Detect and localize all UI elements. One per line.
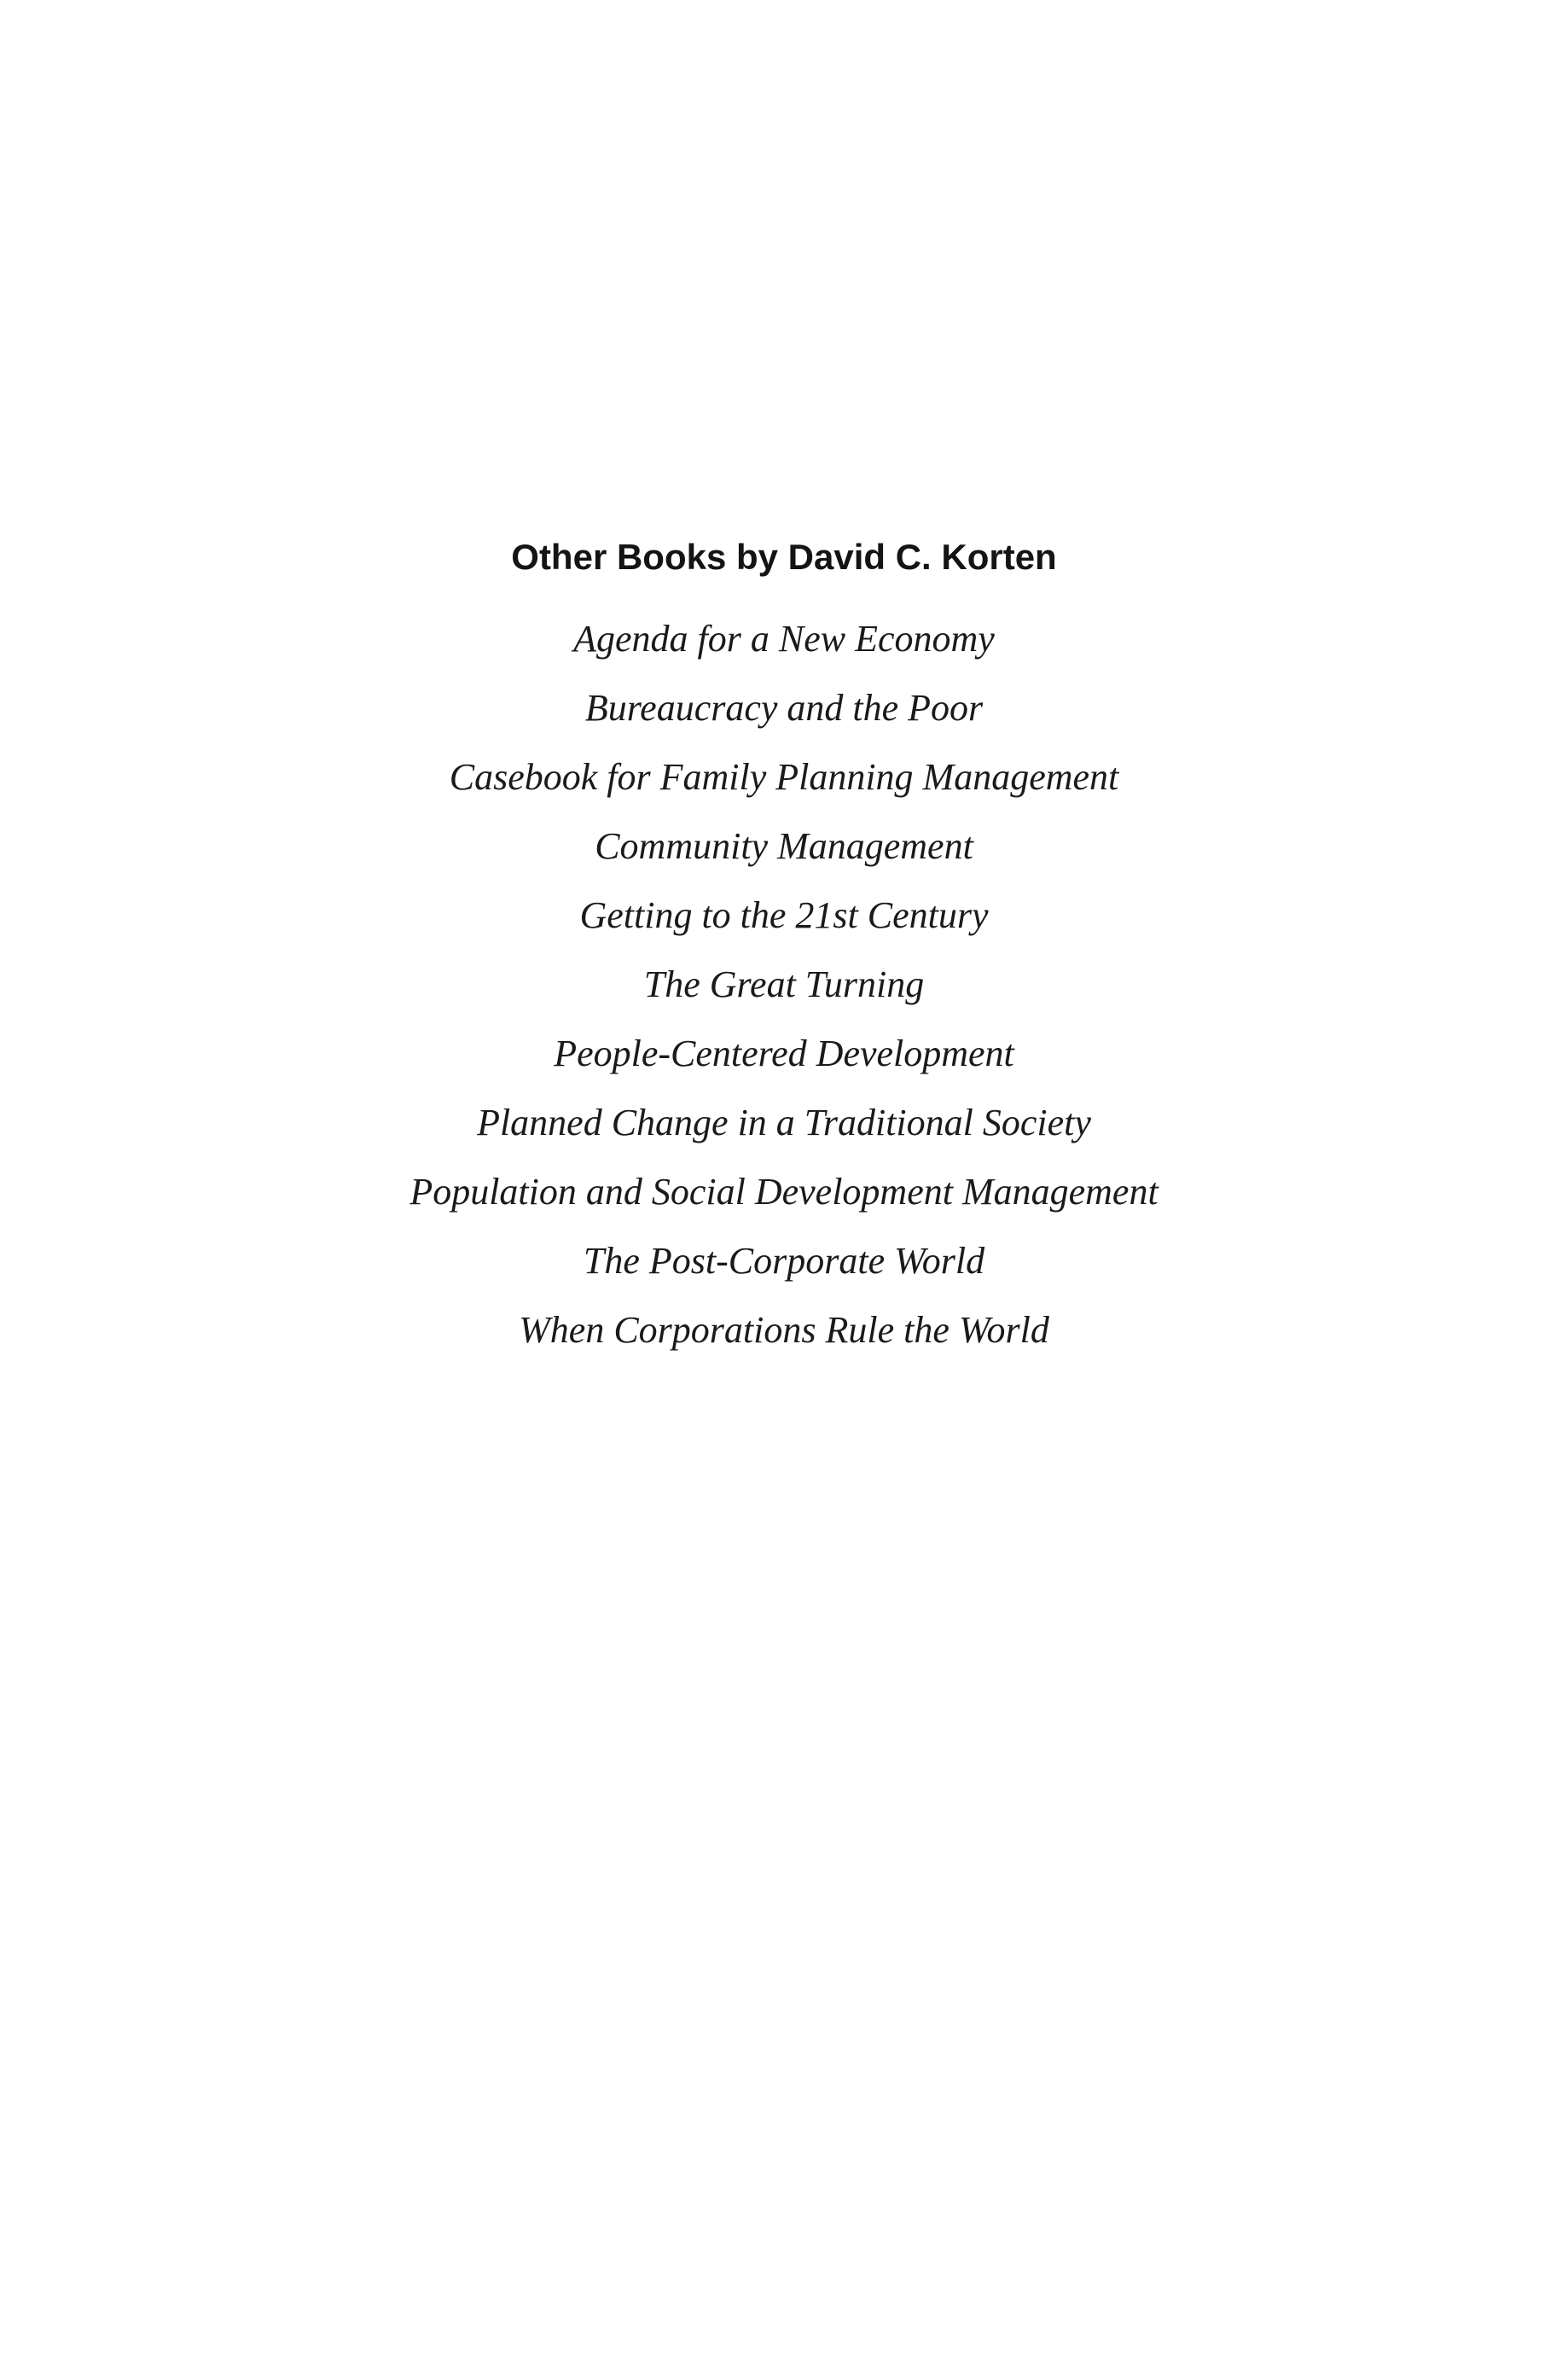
book-title: Community Management <box>595 825 973 867</box>
book-title: Casebook for Family Planning Management <box>449 756 1119 798</box>
book-title: Getting to the 21st Century <box>579 894 989 936</box>
book-list <box>0 613 1568 1373</box>
book-title: The Great Turning <box>643 963 925 1005</box>
book-title: The Post-Corporate World <box>583 1240 985 1282</box>
book-title: Population and Social Development Management <box>409 1171 1159 1213</box>
book-title: When Corporations Rule the World <box>519 1309 1049 1351</box>
book-title: Agenda for a New Economy <box>573 618 995 660</box>
book-title: Bureaucracy and the Poor <box>584 687 984 729</box>
page-heading: Other Books by David C. Korten <box>511 537 1057 577</box>
book-title: Planned Change in a Traditional Society <box>477 1102 1091 1143</box>
book-title: People-Centered Development <box>554 1033 1014 1074</box>
